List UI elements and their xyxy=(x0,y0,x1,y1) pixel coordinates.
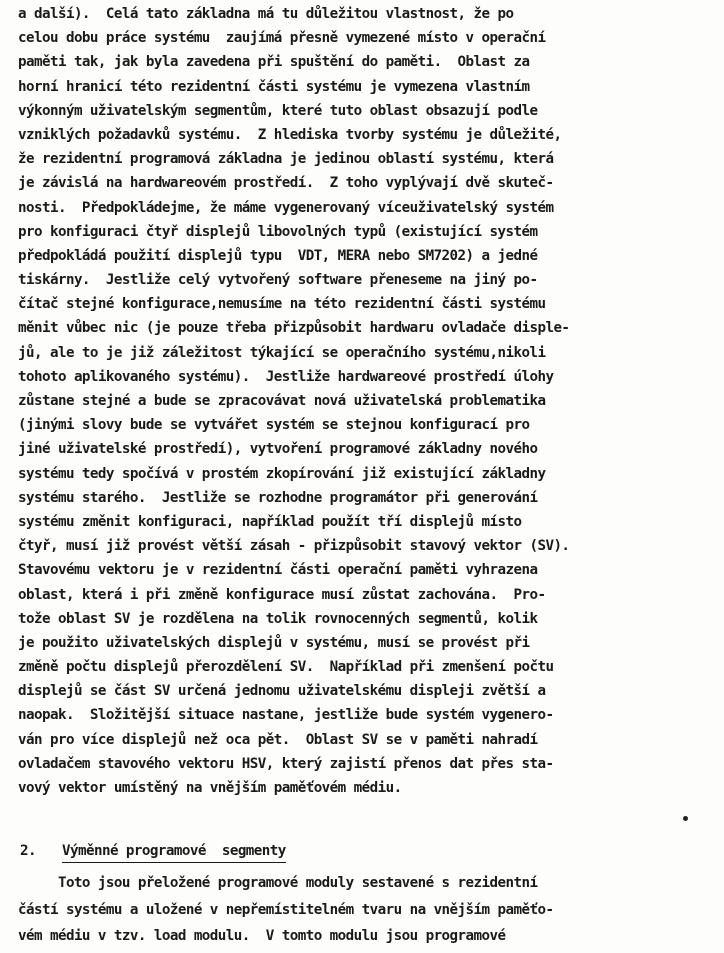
text-line: systému změnit konfiguraci, například použít tří displejů místo xyxy=(18,513,522,530)
text-line: naopak. Složitější situace nastane, jestliže bude systém vygenero- xyxy=(18,707,554,724)
text-line: výkonným uživatelským segmentům, které tuto oblast obsazují podle xyxy=(18,102,538,119)
text-line: ván pro více displejů než oca pět. Oblast SV se v paměti nahradí xyxy=(18,731,538,748)
text-line: vzniklých požadavků systému. Z hlediska tvorby systému je důležité, xyxy=(18,126,562,143)
section-heading xyxy=(20,838,720,864)
text-line: jiné uživatelské prostředí), vytvoření programové základny nového xyxy=(18,441,538,458)
text-line: ovladačem stavového vektoru HSV, který zajistí přenos dat přes sta- xyxy=(18,755,554,772)
text-line: tiskárny. Jestliže celý vytvořený software přeneseme na jiný po- xyxy=(18,272,538,289)
text-line: a další). Celá tato základna má tu důležitou vlastnost, že po xyxy=(18,6,514,22)
text-line: Toto jsou přeložené programové moduly sestavené s rezidentní xyxy=(18,875,538,891)
text-line: celou dobu práce systému zaujímá přesně vymezené místo v operační xyxy=(18,30,546,47)
text-line: čítač stejné konfigurace,nemusíme na této rezidentní části systému xyxy=(18,296,546,313)
text-line: oblast, která i při změně konfigurace musí zůstat zachována. Pro- xyxy=(18,586,546,603)
text-line: že rezidentní programová základna je jedinou oblastí systému, která xyxy=(18,151,554,168)
section-title: Výměnné programové segmenty xyxy=(62,841,286,863)
text-line: je závislá na hardwareovém prostředí. Z toho vyplývají dvě skuteč- xyxy=(18,175,554,192)
text-line: čtyř, musí již provést větší zásah - přizpůsobit stavový vektor (SV). xyxy=(18,538,570,555)
text-line: změně počtu displejů přerozdělení SV. Například při zmenšení počtu xyxy=(18,659,554,676)
text-line: je použito uživatelských displejů v systému, musí se provést při xyxy=(18,634,530,651)
text-line: vém médiu v tzv. load modulu. V tomto modulu jsou programové xyxy=(18,928,506,944)
text-line: tože oblast SV je rozdělena na tolik rovnocenných segmentů, kolik xyxy=(18,610,538,627)
section-number: 2. xyxy=(20,843,36,859)
text-line: tohoto aplikovaného systému). Jestliže hardwareové prostředí úlohy xyxy=(18,368,554,385)
text-line: částí systému a uložené v nepřemístitelném tvaru na vnějším paměťo- xyxy=(18,901,554,918)
text-line: displejů se část SV určená jednomu uživatelskému displeji zvětší a xyxy=(18,683,546,700)
text-line: předpokládá použití displejů typu VDT, MERA nebo SM7202) a jedné xyxy=(18,247,538,264)
text-line: pro konfiguraci čtyř displejů libovolných typů (existující systém xyxy=(18,223,538,240)
text-line: systému starého. Jestliže se rozhodne programátor při generování xyxy=(18,489,538,506)
text-line: nosti. Předpokládejme, že máme vygenerovaný víceuživatelský systém xyxy=(18,199,554,216)
ink-dot xyxy=(683,816,688,821)
text-line: Stavovému vektoru je v rezidentní části operační paměti vyhrazena xyxy=(18,562,538,579)
text-line: jů, ale to je již záležitost týkající se operačního systému,nikoli xyxy=(18,344,546,361)
text-line: (jinými slovy bude se vytvářet systém se stejnou konfigurací pro xyxy=(18,417,530,434)
text-line: systému tedy spočívá v prostém zkopírování již existující základny xyxy=(18,465,546,482)
text-line: zůstane stejné a bude se zpracovávat nová uživatelská problematika xyxy=(18,393,546,409)
text-line: vový vektor umístěný na vnějším paměťovém médiu. xyxy=(18,780,402,796)
text-line: paměti tak, jak byla zavedena při spuštění do paměti. Oblast za xyxy=(18,54,530,71)
text-line: měnit vůbec nic (je pouze třeba přizpůsobit hardwaru ovladače disple- xyxy=(18,320,570,337)
body-text xyxy=(18,2,718,800)
text-line: horní hranicí této rezidentní části systému je vymezena vlastním xyxy=(18,78,530,95)
section-text xyxy=(18,870,718,950)
